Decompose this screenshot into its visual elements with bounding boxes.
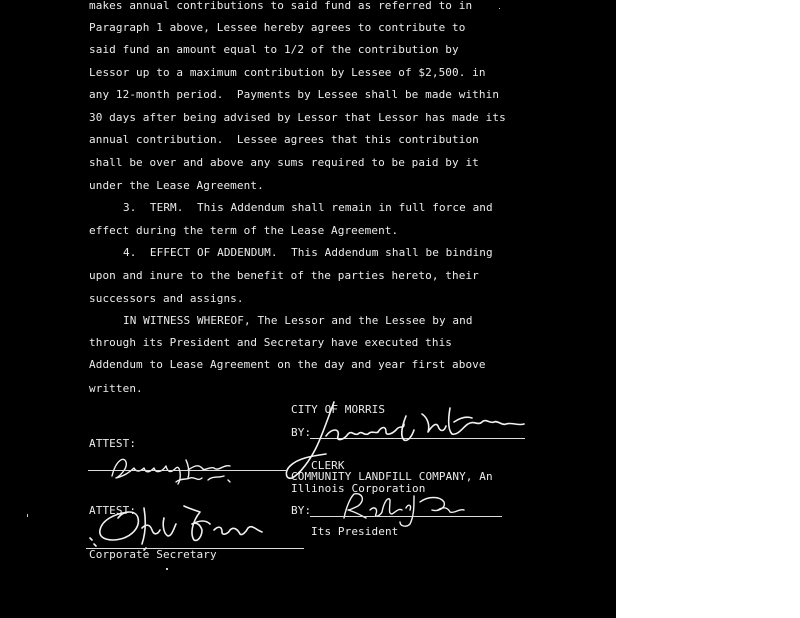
scan-speck xyxy=(499,8,500,9)
section-effect-line: 4. EFFECT OF ADDENDUM. This Addendum shall be binding xyxy=(123,246,493,259)
attest-label: ATTEST: xyxy=(89,504,137,517)
president-signature xyxy=(336,488,470,528)
body-line: under the Lease Agreement. xyxy=(89,179,264,192)
body-line: 30 days after being advised by Lessor that Lessor has made its xyxy=(89,111,506,124)
city-name: CITY OF MORRIS xyxy=(291,403,386,416)
body-line: makes annual contributions to said fund as referred to in xyxy=(89,0,473,12)
body-line: written. xyxy=(89,382,143,395)
attest-label: ATTEST: xyxy=(89,437,137,450)
body-line: said fund an amount equal to 1/2 of the contribution by xyxy=(89,43,459,56)
body-line: effect during the term of the Lease Agreement. xyxy=(89,224,399,237)
clerk-signature xyxy=(106,450,244,492)
scan-speck xyxy=(166,568,168,570)
section-term-line: 3. TERM. This Addendum shall remain in full force and xyxy=(123,201,493,214)
body-line: shall be over and above any sums required to be paid by it xyxy=(89,156,479,169)
body-line: Paragraph 1 above, Lessee hereby agrees to contribute to xyxy=(89,21,466,34)
secretary-label: Corporate Secretary xyxy=(89,548,217,561)
president-signature-line xyxy=(310,516,502,517)
body-line: upon and inure to the benefit of the parties hereto, their xyxy=(89,269,479,282)
company-state: Illinois Corporation xyxy=(291,482,426,495)
body-line: Addendum to Lease Agreement on the day and year first above xyxy=(89,358,486,371)
by-label: BY: xyxy=(291,504,312,517)
body-line: annual contribution. Lessee agrees that this contribution xyxy=(89,133,479,146)
by-label: BY: xyxy=(291,426,312,439)
witness-line: IN WITNESS WHEREOF, The Lessor and the Lessee by and xyxy=(123,314,473,327)
body-line: any 12-month period. Payments by Lessee shall be made within xyxy=(89,88,500,101)
attest-signature-line xyxy=(88,470,288,471)
clerk-label: CLERK xyxy=(311,459,345,472)
body-line: Lessor up to a maximum contribution by Lessee of $2,500. in xyxy=(89,66,486,79)
company-name: COMMUNITY LANDFILL COMPANY, An xyxy=(291,470,493,483)
body-line: successors and assigns. xyxy=(89,292,244,305)
body-line: through its President and Secretary have executed this xyxy=(89,336,453,349)
scan-speck xyxy=(27,514,28,517)
president-label: Its President xyxy=(311,525,399,538)
